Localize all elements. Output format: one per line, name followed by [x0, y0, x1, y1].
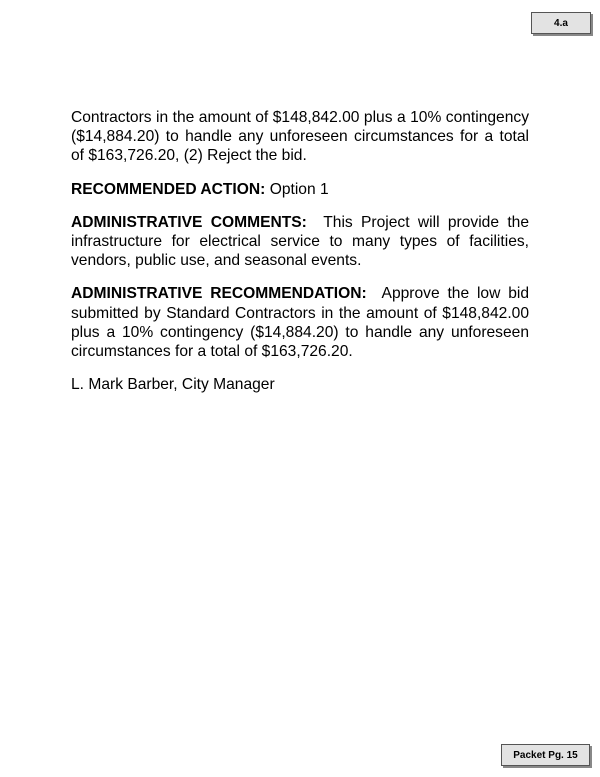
- packet-page-number: Packet Pg. 15: [501, 744, 590, 766]
- administrative-recommendation-text: Approve the low bid submitted by Standard Contractors in the amount of $148,842.00 plus a 10% contingency ($14,884.20) to handle any unforeseen circumstances for a total of $163,726.20.: [71, 285, 530, 361]
- recommended-action-text: Option 1: [269, 180, 329, 198]
- recommended-action-label: RECOMMENDED ACTION:: [71, 180, 266, 198]
- administrative-comments-text: This Project will provide the infrastructure for electrical service to many types of facilities, vendors, public use, and seasonal events.: [71, 213, 530, 270]
- signature-line: L. Mark Barber, City Manager: [71, 376, 275, 394]
- document-body: [71, 108, 529, 394]
- recommended-action-section: [71, 180, 529, 199]
- administrative-recommendation-section: [71, 284, 529, 361]
- administrative-recommendation-label: ADMINISTRATIVE RECOMMENDATION:: [71, 285, 367, 303]
- agenda-item-tag: 4.a: [531, 12, 591, 34]
- bid-options-paragraph: Contractors in the amount of $148,842.00 plus a 10% contingency ($14,884.20) to handle any unforeseen circumstances for a total of $163,726.20, (2) Reject the bid.: [71, 109, 529, 165]
- administrative-comments-section: [71, 213, 529, 271]
- administrative-comments-label: ADMINISTRATIVE COMMENTS:: [71, 213, 307, 231]
